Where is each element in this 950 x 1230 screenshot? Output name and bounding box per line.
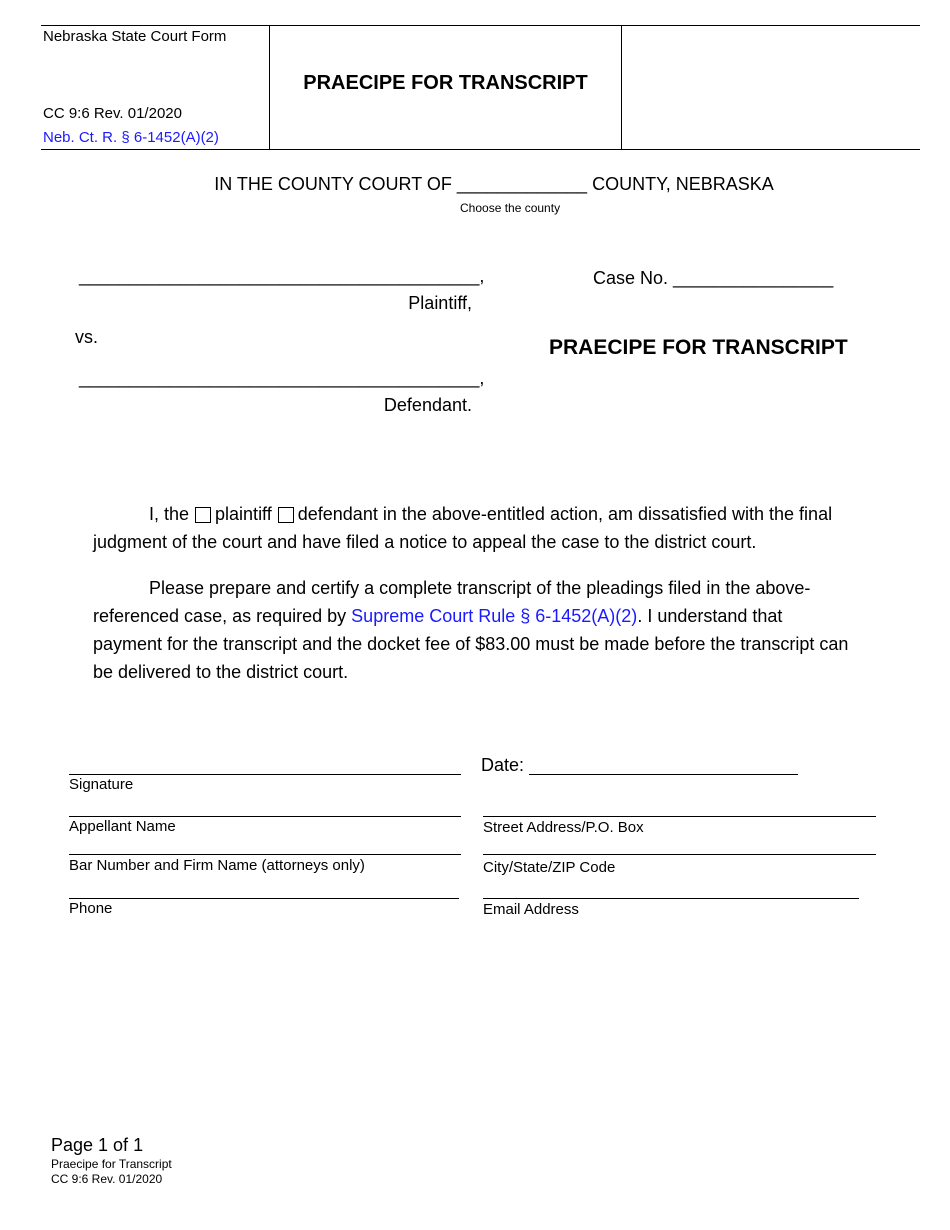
plaintiff-name-field[interactable]: ________________________________________, <box>79 266 485 286</box>
case-number-field[interactable]: Case No. ________________ <box>593 268 834 288</box>
city-label: City/State/ZIP Code <box>483 859 616 876</box>
county-hint: Choose the county <box>460 201 561 215</box>
vs-label: vs. <box>75 327 99 347</box>
court-prefix: IN THE COUNTY COURT OF <box>214 174 452 194</box>
street-line[interactable] <box>483 816 876 817</box>
plaintiff-option-label: plaintiff <box>215 504 272 524</box>
plaintiff-checkbox[interactable] <box>195 507 211 523</box>
rule-link[interactable]: Neb. Ct. R. § 6-1452(A)(2) <box>43 129 219 146</box>
city-line[interactable] <box>483 854 876 855</box>
paragraph-appeal: I, the plaintiff defendant in the above-entitled action, am dissatisfied with the final judgment of the court and have filed a notice to appeal the case to the district court. <box>93 504 833 552</box>
footer-doc-name: Praecipe for Transcript <box>51 1157 172 1171</box>
date-label: Date: <box>481 755 525 775</box>
phone-line[interactable] <box>69 898 459 899</box>
footer-form-number: CC 9:6 Rev. 01/2020 <box>51 1172 163 1186</box>
street-label: Street Address/P.O. Box <box>483 819 644 836</box>
header-bottom-border <box>41 149 920 150</box>
bar-number-label: Bar Number and Firm Name (attorneys only) <box>69 857 365 874</box>
state-form-label: Nebraska State Court Form <box>43 28 227 45</box>
header-divider-right <box>621 25 622 149</box>
appellant-name-line[interactable] <box>69 816 461 817</box>
court-suffix: COUNTY, NEBRASKA <box>592 174 774 194</box>
bar-number-line[interactable] <box>69 854 461 855</box>
county-field[interactable]: _____________ <box>456 174 588 194</box>
form-number: CC 9:6 Rev. 01/2020 <box>43 105 182 122</box>
paragraph-request: Please prepare and certify a complete transcript of the pleadings filed in the above-referenced case, as required by Supreme Court Rule § 6-1452(A)(2). I understand that payment for the transcript and the docket fee of $83.00 must be made before the transcript can be delivered to the district court. <box>93 578 849 682</box>
email-line[interactable] <box>483 898 859 899</box>
court-line <box>0 174 950 195</box>
plaintiff-label: Plaintiff, <box>408 293 472 313</box>
header-title: PRAECIPE FOR TRANSCRIPT <box>303 72 588 94</box>
defendant-label: Defendant. <box>383 395 472 415</box>
defendant-checkbox[interactable] <box>278 507 294 523</box>
page-number: Page 1 of 1 <box>51 1135 144 1155</box>
phone-label: Phone <box>69 900 113 917</box>
signature-label: Signature <box>69 776 134 793</box>
header-top-border <box>41 25 920 26</box>
supreme-court-rule-link[interactable]: Supreme Court Rule § 6-1452(A)(2) <box>351 606 638 626</box>
defendant-name-field[interactable]: ________________________________________, <box>79 368 485 388</box>
date-line[interactable] <box>529 774 798 775</box>
appellant-name-label: Appellant Name <box>69 818 176 835</box>
document-title: PRAECIPE FOR TRANSCRIPT <box>549 336 848 359</box>
email-label: Email Address <box>483 901 579 918</box>
signature-line[interactable] <box>69 774 461 775</box>
